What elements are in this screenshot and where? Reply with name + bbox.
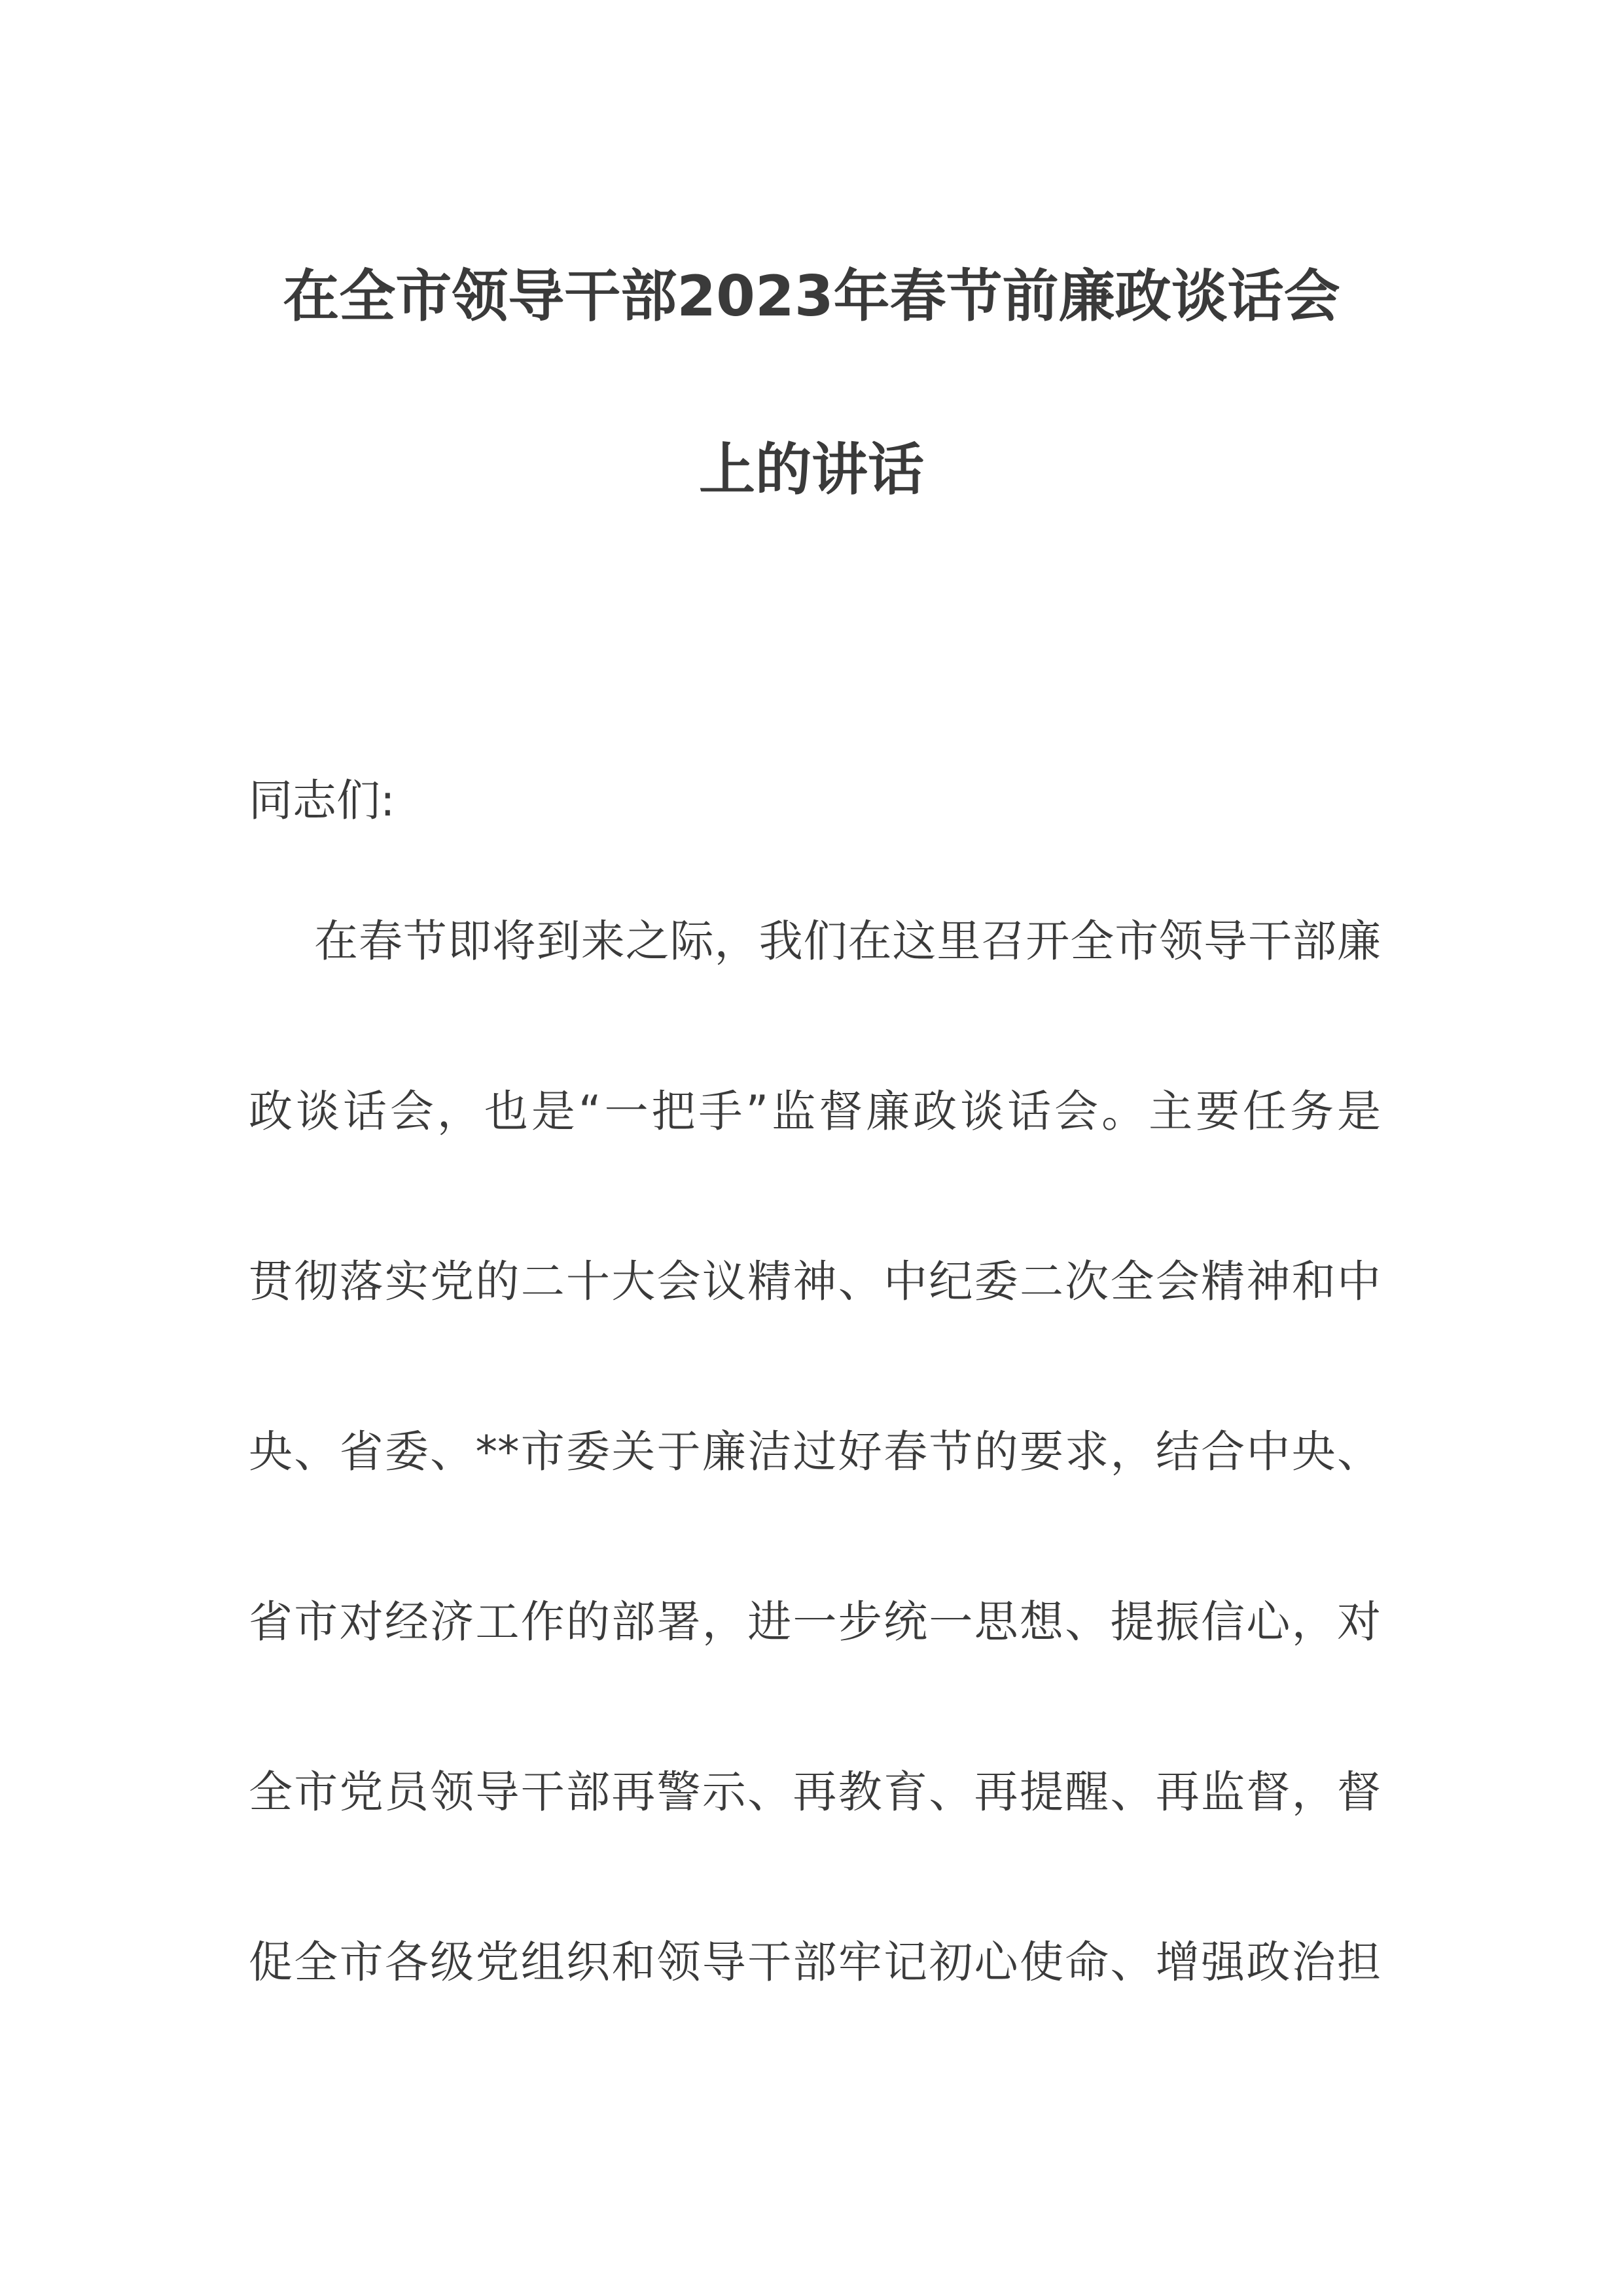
paragraph-line: 全市党员领导干部再警示、再教育、再提醒、再监督，督 (249, 1767, 1381, 1818)
paragraph-line: 在春节即将到来之际，我们在这里召开全市领导干部廉 (314, 916, 1381, 967)
document-title-line-1: 在全市领导干部2023年春节前廉政谈话会 (283, 264, 1340, 329)
paragraph-line: 省市对经济工作的部署，进一步统一思想、提振信心，对 (249, 1596, 1381, 1647)
document-title-line-2: 上的讲话 (699, 437, 924, 503)
paragraph-line: 促全市各级党组织和领导干部牢记初心使命、增强政治担 (249, 1937, 1381, 1988)
salutation: 同志们: (249, 775, 395, 826)
paragraph-line: 央、省委、**市委关于廉洁过好春节的要求，结合中央、 (249, 1426, 1381, 1477)
paragraph-line: 政谈话会，也是“一把手”监督廉政谈话会。主要任务是 (249, 1086, 1381, 1137)
paragraph-line: 贯彻落实党的二十大会议精神、中纪委二次全会精神和中 (249, 1256, 1381, 1307)
